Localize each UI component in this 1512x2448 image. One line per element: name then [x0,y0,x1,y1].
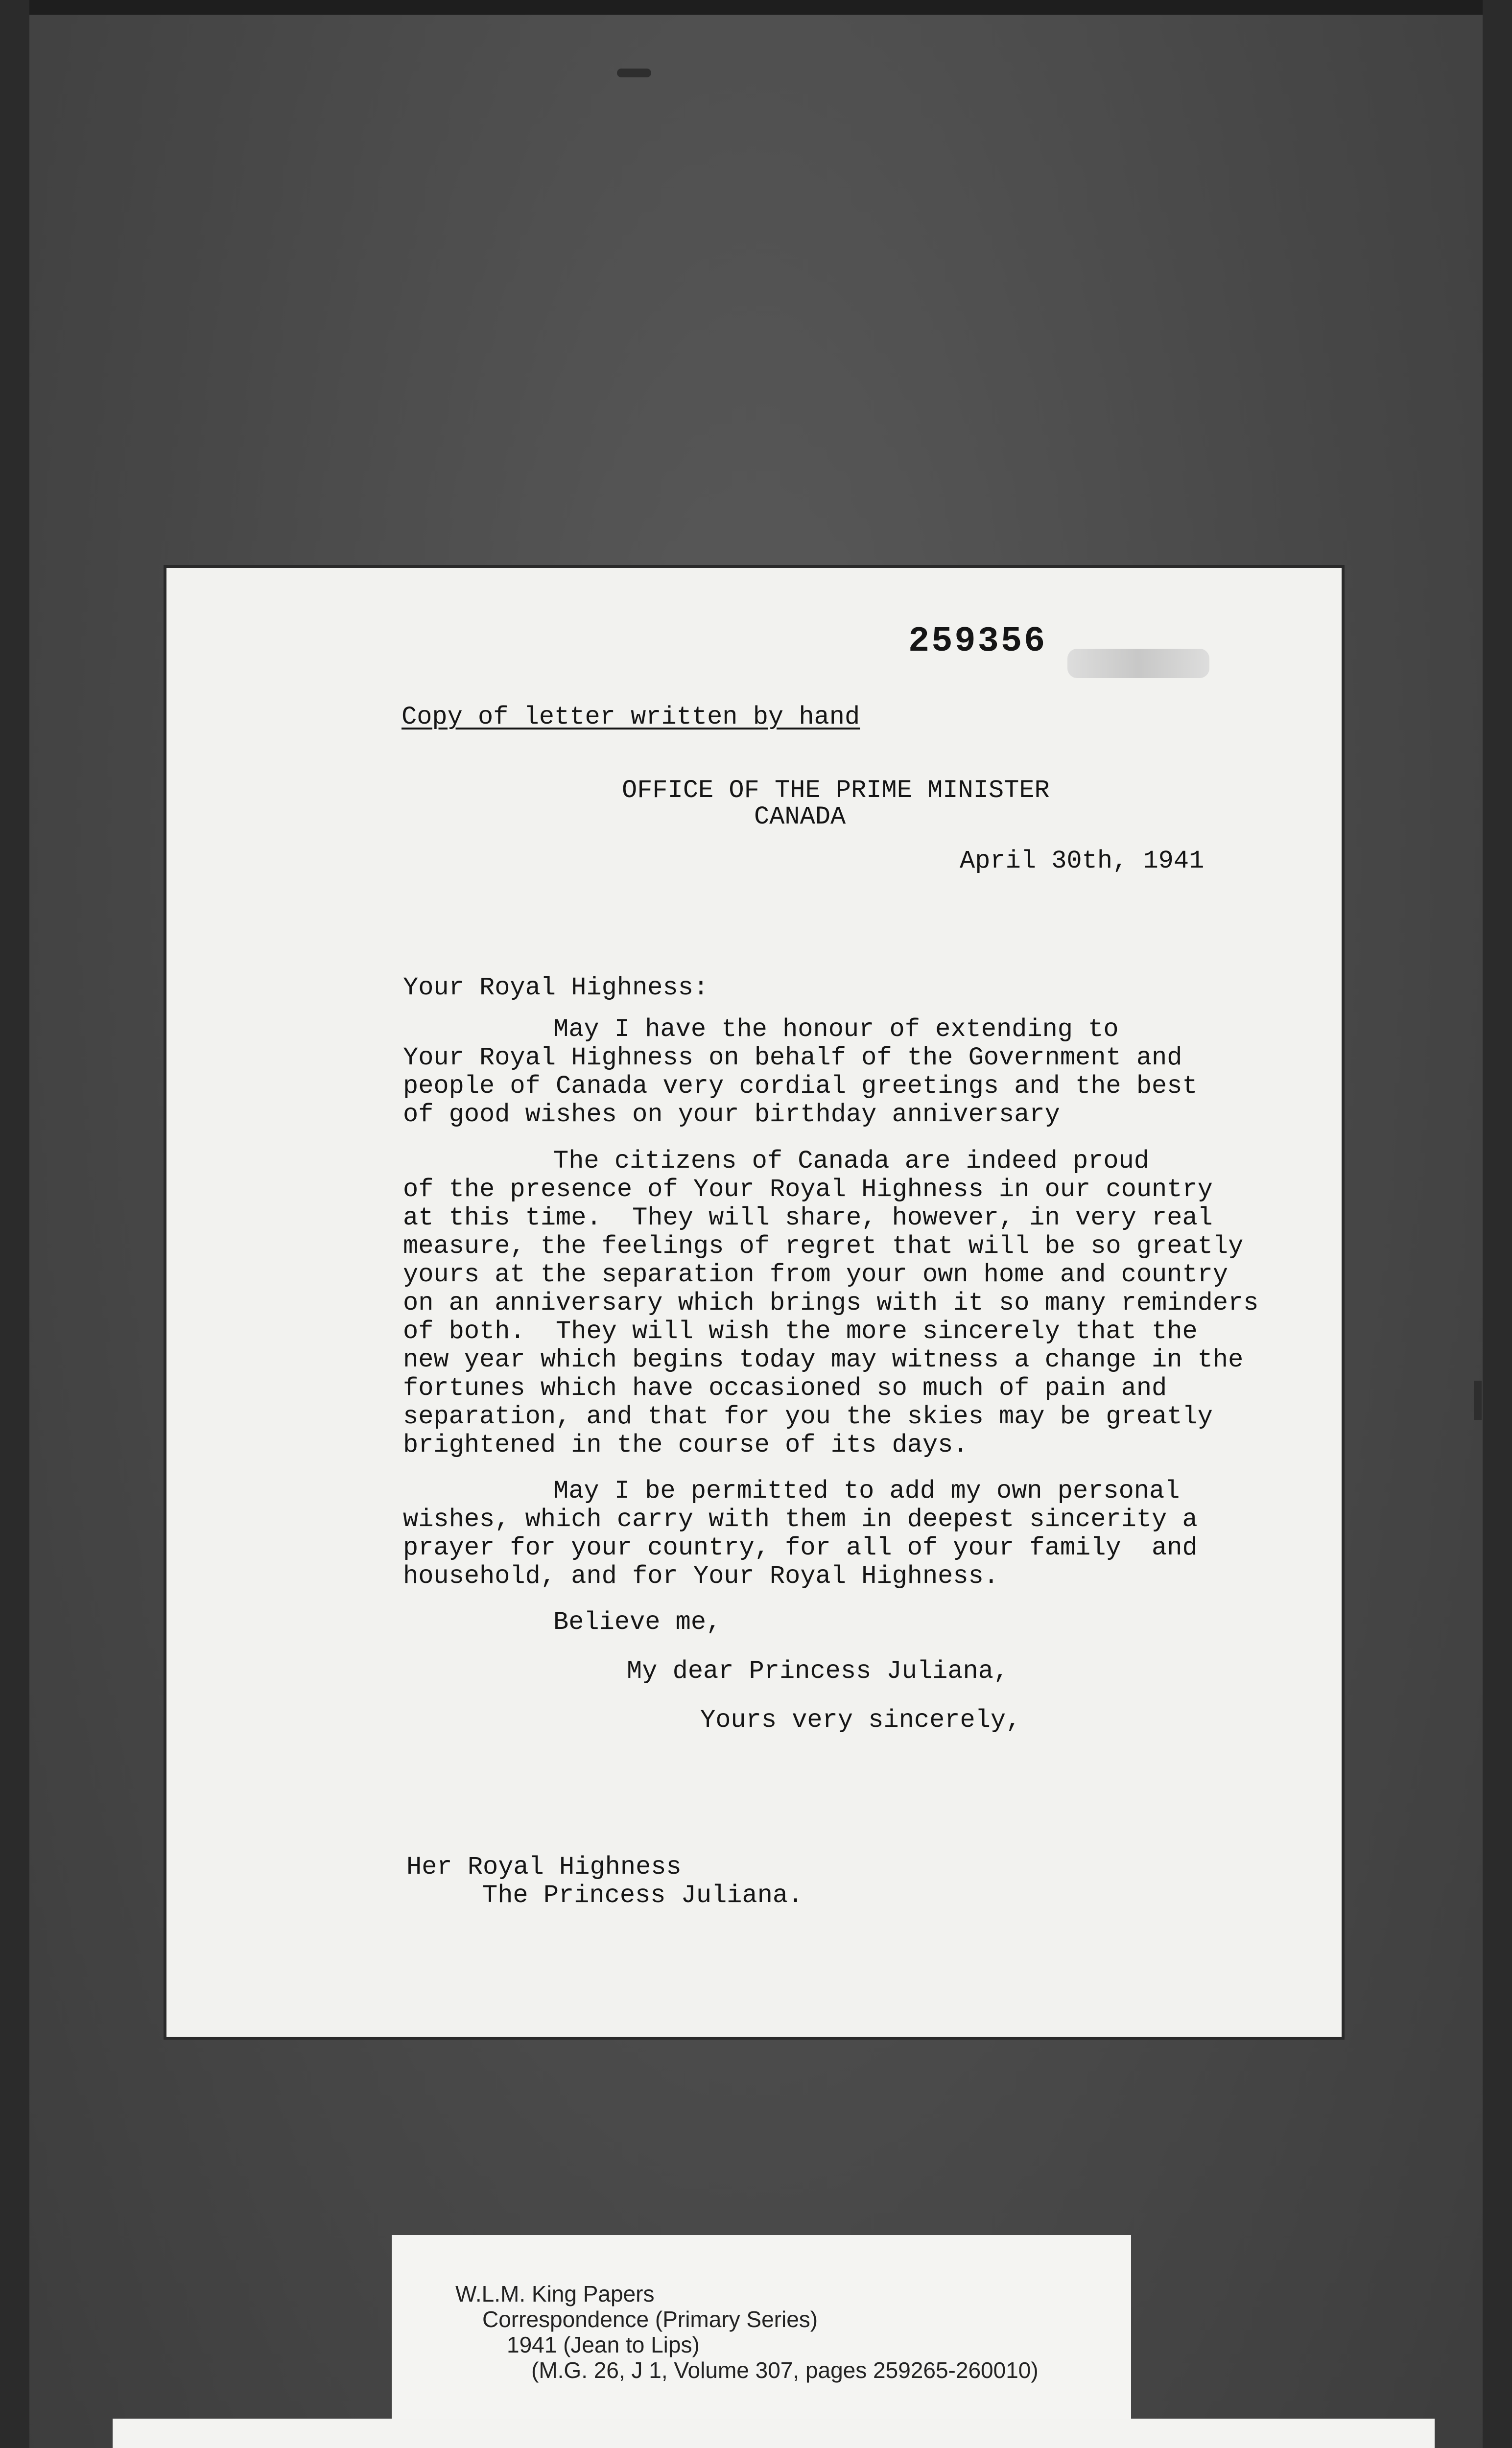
para1-line: Your Royal Highness on behalf of the Government and [403,1043,1182,1072]
para2-line: new year which begins today may witness a change in the [403,1345,1244,1374]
office-line-2: CANADA [754,802,846,831]
para2-line: fortunes which have occasioned so much of pain and [403,1374,1167,1403]
para2-line: of both. They will wish the more sincerely that the [403,1317,1198,1346]
closing-dear: My dear Princess Juliana, [627,1657,1009,1686]
catalog-line-3: 1941 (Jean to Lips) [507,2332,700,2357]
para2-line: measure, the feelings of regret that will be so greatly [403,1232,1244,1261]
addressee-line-2: The Princess Juliana. [482,1881,803,1910]
para3-line: wishes, which carry with them in deepest sincerity a [403,1505,1198,1534]
addressee-line-1: Her Royal Highness [406,1853,682,1882]
archive-label [113,2419,1435,2448]
closing-sincerely: Yours very sincerely, [700,1706,1021,1735]
reference-number: 259356 [908,621,1047,661]
film-speck [617,69,651,77]
para1-line: of good wishes on your birthday anniversary [403,1100,1060,1129]
para2-line: of the presence of Your Royal Highness in our country [403,1175,1213,1204]
para1-line: May I have the honour of extending to [553,1015,1119,1044]
closing-believe: Believe me, [553,1608,722,1637]
film-speck [1474,1381,1482,1420]
catalog-line-4: (M.G. 26, J 1, Volume 307, pages 259265-260010) [531,2357,1039,2383]
salutation: Your Royal Highness: [403,973,709,1002]
film-edge-right [1483,0,1512,2448]
film-edge-top [0,0,1512,15]
letter-date: April 30th, 1941 [960,847,1205,875]
para2-line: yours at the separation from your own home and country [403,1260,1228,1289]
copy-note: Copy of letter written by hand [402,703,860,731]
stamp-smudge [1067,649,1209,678]
para2-line: on an anniversary which brings with it so many reminders [403,1289,1259,1318]
para2-line: The citizens of Canada are indeed proud [553,1147,1149,1176]
para3-line: household, and for Your Royal Highness. [403,1562,999,1591]
para2-line: at this time. They will share, however, in very real [403,1203,1213,1232]
para3-line: prayer for your country, for all of your family and [403,1533,1198,1562]
office-line-1: OFFICE OF THE PRIME MINISTER [622,776,1050,805]
para1-line: people of Canada very cordial greetings and the best [403,1072,1198,1101]
catalog-line-2: Correspondence (Primary Series) [482,2307,818,2332]
para2-line: separation, and that for you the skies may be greatly [403,1402,1213,1431]
para2-line: brightened in the course of its days. [403,1431,969,1459]
catalog-line-1: W.L.M. King Papers [455,2281,655,2307]
para3-line: May I be permitted to add my own personal [553,1477,1180,1506]
film-edge-left [0,0,29,2448]
